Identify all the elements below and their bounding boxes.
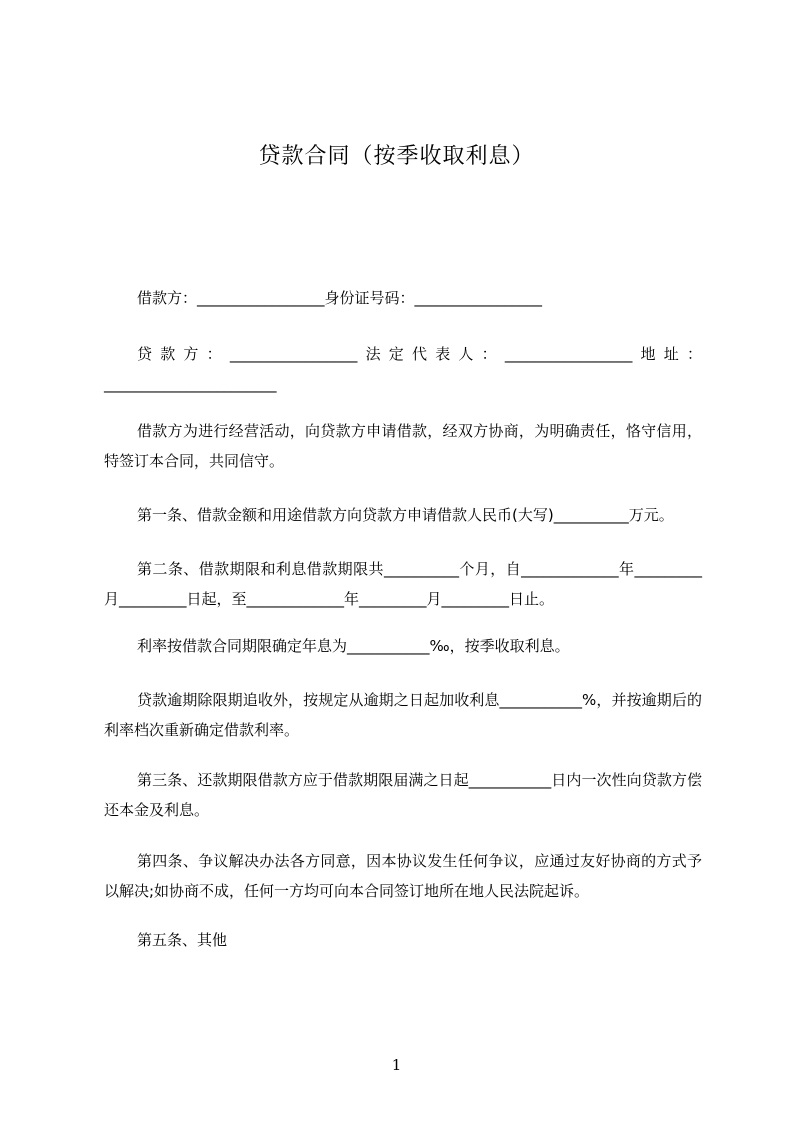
article-1-paragraph: 第一条、借款金额和用途借款方向贷款方申请借款人民币(大写)__________万元。 [137, 506, 674, 524]
page-number: 1 [391, 1056, 402, 1074]
intro-paragraph: 借款方为进行经营活动，向贷款方申请借款，经双方协商，为明确责任，恪守信用，特签订本合同，共同信守。 [104, 422, 702, 470]
interest-rate-paragraph: 利率按借款合同期限确定年息为___________‰，按季收取利息。 [137, 637, 570, 655]
borrower-line: 借款方：_________________身份证号码：_________________ [137, 289, 543, 307]
article-5-paragraph: 第五条、其他 [137, 931, 228, 949]
article-4-paragraph: 第四条、争议解决办法各方同意，因本协议发生任何争议，应通过友好协商的方式予以解决;如协商不成，任何一方均可向本合同签订地所在地人民法院起诉。 [104, 852, 702, 900]
article-3-paragraph: 第三条、还款期限借款方应于借款期限届满之日起___________日内一次性向贷款方偿还本金及利息。 [104, 771, 702, 819]
document-title: 贷款合同（按季收取利息） [258, 144, 535, 169]
lender-line: 贷款方：_________________法定代表人：_________________地址：_______________________ [104, 345, 702, 393]
article-2-paragraph: 第二条、借款期限和利息借款期限共__________个月，自_____________年_________月_________日起，至_____________年_________月_________日止。 [104, 560, 702, 608]
overdue-interest-paragraph: 贷款逾期除限期追收外，按规定从逾期之日起加收利息___________%，并按逾期后的利率档次重新确定借款利率。 [104, 691, 702, 739]
